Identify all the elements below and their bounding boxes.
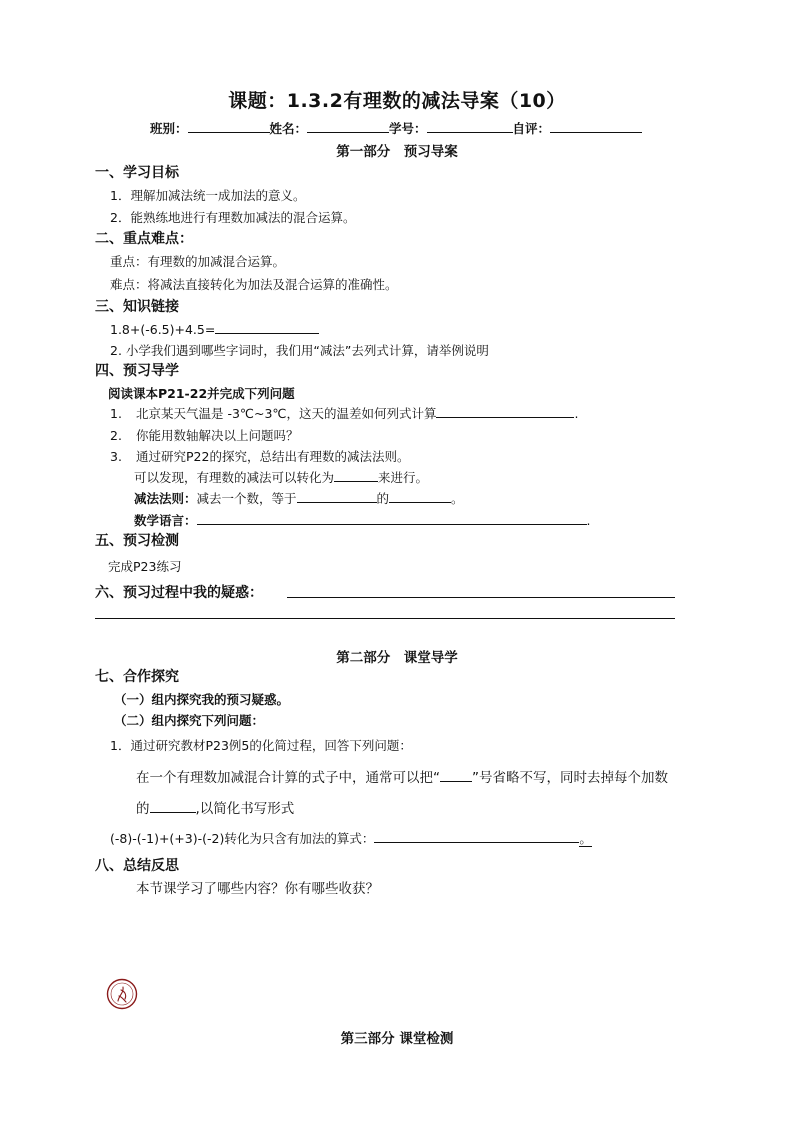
explore-q1: 1．通过研究教材P23例5的化简过程，回答下列问题： (110, 738, 412, 753)
expression-blank[interactable] (374, 829, 579, 843)
part-three-heading: 第三部分 课堂检测 (340, 1031, 454, 1047)
section-6-heading: 六、预习过程中我的疑惑： (95, 585, 263, 601)
part-one-heading: 第一部分 预习导案 (336, 144, 458, 160)
preview-q3-sub (134, 468, 428, 486)
preview-q3-sub-pre: 可以发现，有理数的减法可以转化为 (134, 470, 335, 485)
preview-q1-blank[interactable] (436, 404, 574, 418)
rule-end: 。 (451, 491, 464, 506)
preview-q3-blank[interactable] (334, 468, 378, 482)
page-title: 课题：1.3.2有理数的减法导案（10） (228, 90, 566, 112)
section-4-heading: 四、预习导学 (95, 363, 179, 379)
link-item-2: 2. 小学我们遇到哪些字词时，我们用“减法”去列式计算，请举例说明 (110, 343, 489, 358)
preview-q3 (110, 447, 409, 465)
difficult-point: 难点：将减法直接转化为加法及混合运算的准确性。 (110, 277, 398, 292)
student-info-line (150, 119, 642, 137)
section-3-heading: 三、知识链接 (95, 299, 179, 315)
section-1-heading: 一、学习目标 (95, 165, 179, 181)
goal-item-2: 2．能熟练地进行有理数加减法的混合运算。 (110, 210, 356, 225)
preview-test-text: 完成P23练习 (108, 559, 182, 574)
link-item-1 (110, 320, 319, 337)
class-blank[interactable] (188, 119, 270, 133)
explore-q1-b-post: ,以简化书写形式 (195, 801, 295, 817)
eval-label: 自评： (512, 121, 551, 136)
math-blank[interactable] (197, 511, 587, 525)
id-blank[interactable] (427, 119, 513, 133)
name-blank[interactable] (307, 119, 389, 133)
rule-pre: 减去一个数，等于 (196, 491, 297, 506)
rule-blank-1[interactable] (297, 489, 377, 503)
doubt-line-2[interactable] (95, 618, 675, 619)
preview-q2-text: 你能用数轴解决以上问题吗？ (136, 428, 299, 443)
explore-q1-blank-2[interactable] (150, 799, 196, 813)
math-language (134, 511, 591, 529)
explore-q1-b-pre: 的 (136, 801, 150, 817)
preview-q1-text: 北京某天气温是 -3℃~3℃，这天的温差如何列式计算 (136, 406, 437, 421)
section-2-heading: 二、重点难点： (95, 231, 193, 247)
link-item-1-blank[interactable] (215, 320, 319, 334)
preview-q1-end: . (574, 406, 579, 421)
reading-instruction: 阅读课本P21-22并完成下列问题 (108, 386, 295, 401)
class-label: 班别： (150, 121, 188, 136)
rule-mid: 的 (376, 491, 390, 506)
goal-item-1: 1．理解加减法统一成加法的意义。 (110, 188, 306, 203)
explore-q1-a-pre: 在一个有理数加减混合计算的式子中，通常可以把“ (136, 770, 440, 786)
preview-q3-text: 通过研究P22的探究，总结出有理数的减法法则。 (136, 449, 410, 464)
expression-line (110, 829, 592, 847)
explore-sub-2: （二）组内探究下列问题： (114, 713, 265, 728)
subtraction-rule (134, 489, 464, 507)
reflection-text: 本节课学习了哪些内容？你有哪些收获？ (136, 881, 379, 897)
explore-q1-blank-1[interactable] (440, 768, 472, 782)
math-label: 数学语言： (134, 513, 197, 528)
id-label: 学号： (389, 121, 427, 136)
explore-sub-1: （一）组内探究我的预习疑惑。 (114, 692, 290, 707)
section-8-heading: 八、总结反思 (95, 858, 179, 874)
expression-end: 。 (579, 831, 592, 846)
preview-q3-sub-post: 来进行。 (378, 470, 429, 485)
explore-q1-line-a (136, 766, 668, 786)
key-point: 重点：有理数的加减混合运算。 (110, 254, 286, 269)
preview-q1 (110, 404, 578, 422)
rule-label: 减法法则： (134, 491, 197, 506)
doubt-line-1[interactable] (287, 597, 675, 598)
preview-q2-num: 2. (110, 428, 122, 443)
name-label: 姓名： (269, 121, 308, 136)
part-two-heading: 第二部分 课堂导学 (336, 650, 458, 666)
explore-q1-line-b (136, 797, 294, 817)
preview-q2 (110, 426, 299, 444)
expression-text: (-8)-(-1)+(+3)-(-2)转化为只含有加法的算式： (110, 831, 375, 846)
section-5-heading: 五、预习检测 (95, 533, 179, 549)
rule-blank-2[interactable] (389, 489, 451, 503)
school-seal-icon (106, 978, 138, 1010)
explore-q1-a-post: ”号省略不写，同时去掉每个加数 (472, 770, 668, 786)
preview-q1-num: 1. (110, 406, 122, 421)
section-7-heading: 七、合作探究 (95, 669, 179, 685)
math-end: . (586, 513, 591, 528)
preview-q3-num: 3. (110, 449, 122, 464)
eval-blank[interactable] (550, 119, 642, 133)
link-item-1-text: 1.8+(-6.5)+4.5= (110, 322, 216, 337)
